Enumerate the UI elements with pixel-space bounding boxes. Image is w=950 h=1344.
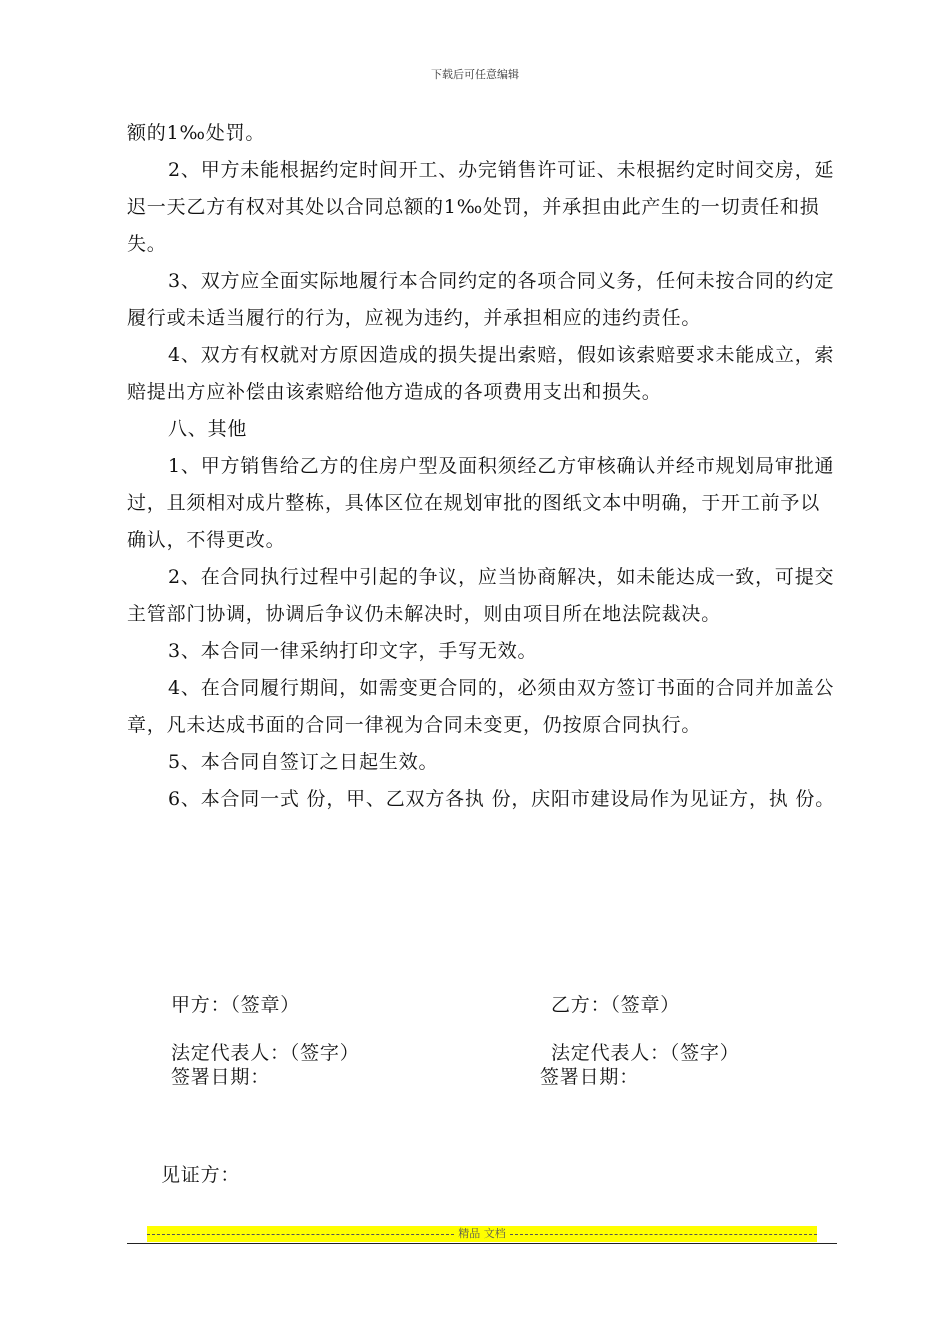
section-heading-other: 八、其他 [168,418,248,440]
paragraph-clause-7-3: 3、双方应全面实际地履行本合同约定的各项合同义务，任何未按合同的约定履行或未适当履行的行为，应视为违约，并承担相应的违约责任。 [127,270,835,329]
party-a-representative-label: 法定代表人：（签字） [171,1042,360,1064]
party-b-sign-date-label: 签署日期： [540,1066,640,1088]
contract-body [127,115,837,818]
footer-dashes-left [147,1226,454,1242]
footer-label: 精品 文档 [458,1227,506,1240]
paragraph-clause-8-5: 5、本合同自签订之日起生效。 [168,751,439,773]
witness-label: 见证方： [161,1164,241,1186]
party-a-seal-label: 甲方：（签章） [171,994,301,1016]
footer-banner [147,1226,817,1242]
page-header-note: 下载后可任意编辑 [431,68,519,81]
party-a-sign-date-label: 签署日期： [171,1066,271,1088]
party-b-representative-label: 法定代表人：（签字） [551,1042,740,1064]
paragraph-clause-7-4: 4、双方有权就对方原因造成的损失提出索赔，假如该索赔要求未能成立，索赔提出方应补偿由该索赔给他方造成的各项费用支出和损失。 [127,344,835,403]
footer-dashes-right [510,1226,817,1242]
paragraph-clause-8-3: 3、本合同一律采纳打印文字，手写无效。 [168,640,538,662]
paragraph-clause-8-1: 1、甲方销售给乙方的住房户型及面积须经乙方审核确认并经市规划局审批通过，且须相对成片整栋，具体区位在规划审批的图纸文本中明确，于开工前予以确认，不得更改。 [127,455,835,551]
paragraph-penalty-tail: 额的1‰处罚。 [127,122,266,144]
footer-divider [127,1243,837,1244]
paragraph-clause-7-2: 2、甲方未能根据约定时间开工、办完销售许可证、未根据约定时间交房，延迟一天乙方有权对其处以合同总额的1‰处罚，并承担由此产生的一切责任和损失。 [127,159,835,255]
paragraph-clause-8-2: 2、在合同执行过程中引起的争议，应当协商解决，如未能达成一致，可提交主管部门协调，协调后争议仍未解决时，则由项目所在地法院裁决。 [127,566,835,625]
party-b-seal-label: 乙方：（签章） [551,994,681,1016]
paragraph-clause-8-4: 4、在合同履行期间，如需变更合同的，必须由双方签订书面的合同并加盖公章，凡未达成书面的合同一律视为合同未变更，仍按原合同执行。 [127,677,835,736]
paragraph-clause-8-6: 6、本合同一式 份，甲、乙双方各执 份，庆阳市建设局作为见证方，执 份。 [168,788,836,810]
